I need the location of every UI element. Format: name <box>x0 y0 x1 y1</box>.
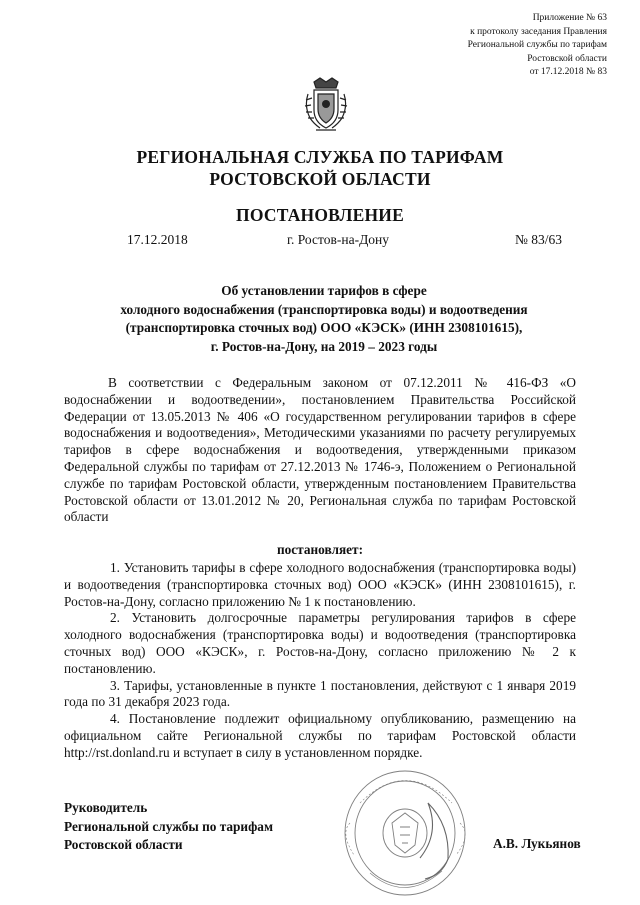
resolution-point: 2. Установить долгосрочные параметры регулирования тарифов в сфере холодного водоснабжения (транспортировка воды) и водоотведения (транспортировка сточных вод) ООО «КЭСК», г. Ростов-на-Дону, согласно приложению № 2 к постановлению. <box>64 610 576 676</box>
preamble-paragraph: В соответствии с Федеральным законом от 07.12.2011 № 416-ФЗ «О водоснабжении и водоотведении», постановлением Правительства Российской Федерации от 13.05.2013 № 406 «О государственном регулировании тарифов в сфере водоснабжения и водоотведения», Методическими указаниями по расчету регулируемых тарифов в сфере водоснабжения и водоотведения, утвержденными приказом Федеральной службы по тарифам от 27.12.2013 № 1746-э, Положением о Региональной службе по тарифам Ростовской области, утвержденным постановлением Правительства Ростовской области от 13.01.2012 № 20, Региональная служба по тарифам Ростовской области <box>64 375 576 525</box>
signatory-line: Ростовской области <box>64 837 183 852</box>
subject-line: г. Ростов-на-Дону, на 2019 – 2023 годы <box>210 338 438 354</box>
resolution-point: 4. Постановление подлежит официальному опубликованию, размещению на официальном сайте Региональной службы по тарифам Ростовской области http://rst.donland.ru и вступает в силу в установленном порядке. <box>64 711 576 760</box>
signatory-line: Региональной службы по тарифам <box>64 818 274 834</box>
subject-line: Об установлении тарифов в сфере <box>221 283 427 298</box>
subject-line: (транспортировка сточных вод) ООО «КЭСК» (ИНН 2308101615), <box>125 320 523 335</box>
org-title-line2: РОСТОВСКОЙ ОБЛАСТИ <box>209 169 431 189</box>
doc-type: ПОСТАНОВЛЕНИЕ <box>236 205 404 225</box>
appendix-line: от 17.12.2018 № 83 <box>529 67 607 77</box>
signatory-name: А.В. Лукьянов <box>493 836 581 851</box>
resolution-point: 1. Установить тарифы в сфере холодного водоснабжения (транспортировка воды) и водоотведения (транспортировка сточных вод) ООО «КЭСК» (ИНН 2308101615), г. Ростов-на-Дону, согласно приложению № 1 к постановлению. <box>64 560 576 609</box>
appendix-line: Региональной службы по тарифам <box>467 40 607 50</box>
doc-number: № 83/63 <box>515 232 563 247</box>
doc-date: 17.12.2018 <box>127 232 188 247</box>
appendix-line: Ростовской области <box>527 53 607 64</box>
signatory-title <box>64 799 273 855</box>
resolution-point: 3. Тарифы, установленные в пункте 1 постановления, действуют с 1 января 2019 года по 31 декабря 2023 года. <box>64 677 576 710</box>
org-title-line1: РЕГИОНАЛЬНАЯ СЛУЖБА ПО ТАРИФАМ <box>136 147 504 167</box>
coat-of-arms-icon <box>300 76 352 134</box>
subject-line: холодного водоснабжения (транспортировка воды) и водоотведения <box>120 301 528 317</box>
doc-city: г. Ростов-на-Дону <box>287 232 390 247</box>
signatory-line: Руководитель <box>64 800 148 815</box>
appendix-line: Приложение № 63 <box>532 13 607 23</box>
appendix-line: к протоколу заседания Правления <box>470 26 607 37</box>
official-seal-icon <box>330 763 480 903</box>
resolves-heading: постановляет: <box>276 542 364 557</box>
appendix-note <box>387 12 607 80</box>
doc-subject <box>80 282 568 356</box>
resolution-points <box>64 560 576 762</box>
